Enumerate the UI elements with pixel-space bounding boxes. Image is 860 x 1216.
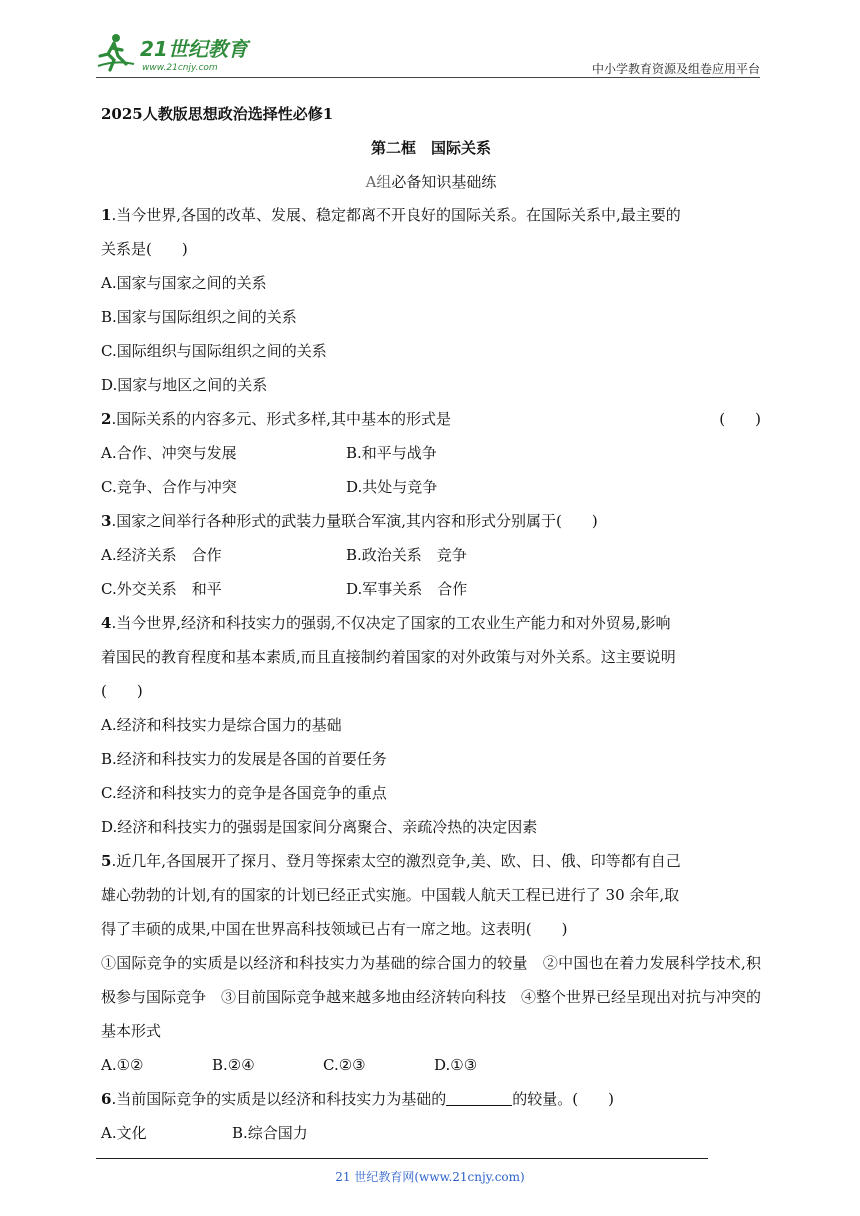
header-divider xyxy=(96,77,760,78)
option: B.②④ xyxy=(212,1056,255,1074)
footer-divider xyxy=(96,1158,708,1159)
options-row xyxy=(101,1048,761,1082)
option: A.经济关系 合作 xyxy=(101,546,222,564)
question-4-line-3: ( ) xyxy=(101,682,143,700)
option: B.经济和科技实力的发展是各国的首要任务 xyxy=(101,750,387,768)
question-1-line-2: 关系是( ) xyxy=(101,240,188,258)
question-number: 3 xyxy=(101,512,112,530)
question-number: 2 xyxy=(101,410,112,428)
question-number: 5 xyxy=(101,852,112,870)
options-row xyxy=(101,1116,761,1150)
option: C.②③ xyxy=(323,1056,366,1074)
option: B.国家与国际组织之间的关系 xyxy=(101,308,297,326)
question-1-line-1: 1.当今世界,各国的改革、发展、稳定都离不开良好的国际关系。在国际关系中,最主要的 xyxy=(101,206,681,224)
option: A.①② xyxy=(101,1056,144,1074)
option: A.合作、冲突与发展 xyxy=(101,444,237,462)
section-title: 第二框 国际关系 xyxy=(370,139,491,157)
option: C.经济和科技实力的竞争是各国竞争的重点 xyxy=(101,784,387,802)
option: C.国际组织与国际组织之间的关系 xyxy=(101,342,327,360)
option: B.综合国力 xyxy=(232,1124,308,1142)
question-4-line-2: 着国民的教育程度和基本素质,而且直接制约着国家的对外政策与对外关系。这主要说明 xyxy=(101,648,676,666)
question-5-statements: ①国际竞争的实质是以经济和科技实力为基础的综合国力的较量 ②中国也在着力发展科学技术,积极参与国际竞争 ③目前国际竞争越来越多地由经济转向科技 ④整个世界已经呈现出对抗与冲突的基本形式 xyxy=(101,954,762,1040)
option: A.经济和科技实力是综合国力的基础 xyxy=(101,716,342,734)
option: A.文化 xyxy=(101,1124,147,1142)
options-row xyxy=(101,436,761,470)
options-row xyxy=(101,572,761,606)
platform-label: 中小学教育资源及组卷应用平台 xyxy=(591,62,760,76)
question-5-line-3: 得了丰硕的成果,中国在世界高科技领域已占有一席之地。这表明( ) xyxy=(101,920,568,938)
question-5-line-2: 雄心勃勃的计划,有的国家的计划已经正式实施。中国载人航天工程已进行了 30 余年,取 xyxy=(101,886,680,904)
logo-text: 21世纪教育 xyxy=(140,37,248,61)
option: D.国家与地区之间的关系 xyxy=(101,376,268,394)
option: C.竞争、合作与冲突 xyxy=(101,478,237,496)
options-row xyxy=(101,470,761,504)
option: D.共处与竞争 xyxy=(346,478,438,496)
question-2-stem: 2.国际关系的内容多元、形式多样,其中基本的形式是 ( ) xyxy=(101,402,761,436)
question-3-stem: 3.国家之间举行各种形式的武装力量联合军演,其内容和形式分别属于( ) xyxy=(101,512,598,530)
option: D.军事关系 合作 xyxy=(346,580,468,598)
footer-source: 21 世纪教育网(www.21cnjy.com) xyxy=(335,1170,525,1184)
option: B.和平与战争 xyxy=(346,444,437,462)
question-number: 6 xyxy=(101,1090,112,1108)
logo-url: www.21cnjy.com xyxy=(142,63,218,73)
option: D.经济和科技实力的强弱是国家间分离聚合、亲疏冷热的决定因素 xyxy=(101,818,538,836)
document-title: 2025人教版思想政治选择性必修1 xyxy=(101,105,334,123)
document-body xyxy=(101,102,761,1150)
option: C.外交关系 和平 xyxy=(101,580,222,598)
logo xyxy=(96,30,266,76)
option: D.①③ xyxy=(434,1056,478,1074)
option: B.政治关系 竞争 xyxy=(346,546,467,564)
answer-paren: ( ) xyxy=(719,410,761,428)
option: A.国家与国家之间的关系 xyxy=(101,274,267,292)
question-5-line-1: 5.近几年,各国展开了探月、登月等探索太空的激烈竞争,美、欧、日、俄、印等都有自己 xyxy=(101,852,681,870)
group-label: A组 xyxy=(365,173,392,191)
question-6-stem: 6.当前国际竞争的实质是以经济和科技实力为基础的 的较量。( ) xyxy=(101,1090,614,1108)
runner-logo-icon xyxy=(96,30,266,76)
page-header xyxy=(96,30,760,80)
question-number: 4 xyxy=(101,614,112,632)
group-subtitle: 必备知识基础练 xyxy=(391,173,497,191)
fill-blank xyxy=(446,1090,512,1106)
question-4-line-1: 4.当今世界,经济和科技实力的强弱,不仅决定了国家的工农业生产能力和对外贸易,影响 xyxy=(101,614,671,632)
options-row xyxy=(101,538,761,572)
group-title xyxy=(101,170,761,194)
question-number: 1 xyxy=(101,206,112,224)
